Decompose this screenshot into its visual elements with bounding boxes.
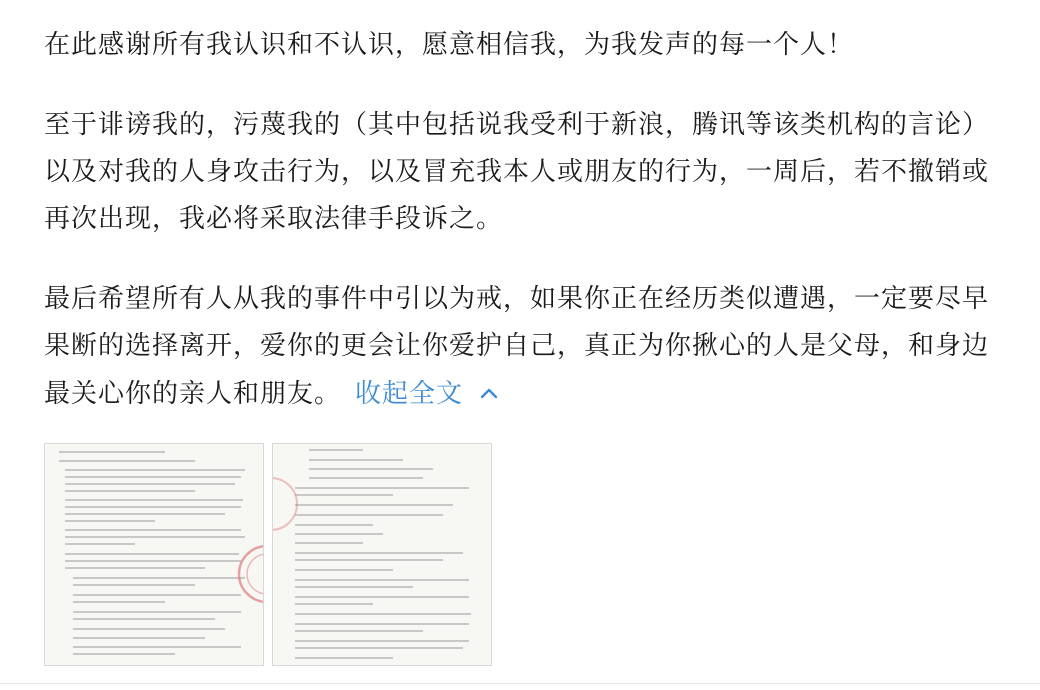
post-line: 果断的选择离开，爱你的更会让你爱护自己，真正为你揪心的人是父母，和身边 [44,331,990,361]
chevron-up-icon[interactable] [479,370,499,417]
document-image-thumbnail[interactable] [44,443,264,666]
post-line: 以及对我的人身攻击行为，以及冒充我本人或朋友的行为，一周后，若不撤销或 [44,157,990,187]
post-line: 最关心你的亲人和朋友。 [44,379,342,409]
post-paragraph-thanks [44,22,1000,69]
collapse-label[interactable]: 收起全文 [355,379,464,409]
document-page-image [45,444,264,666]
post-line: 至于诽谤我的，污蔑我的（其中包括说我受利于新浪，腾讯等该类机构的言论） [44,110,990,140]
post-paragraph-advice [44,276,1000,418]
post-line: 在此感谢所有我认识和不认识，愿意相信我，为我发声的每一个人！ [44,30,855,60]
divider [0,683,1040,684]
collapse-full-text-link[interactable] [355,379,499,409]
post-line: 再次出现，我必将采取法律手段诉之。 [44,204,504,234]
post-line: 最后希望所有人从我的事件中引以为戒，如果你正在经历类似遭遇，一定要尽早 [44,284,990,314]
post-paragraph-legal-notice [44,102,1000,243]
image-gallery [44,443,492,666]
post-line-last [44,370,1000,418]
document-page-image [273,444,492,666]
document-image-thumbnail[interactable] [272,443,492,666]
